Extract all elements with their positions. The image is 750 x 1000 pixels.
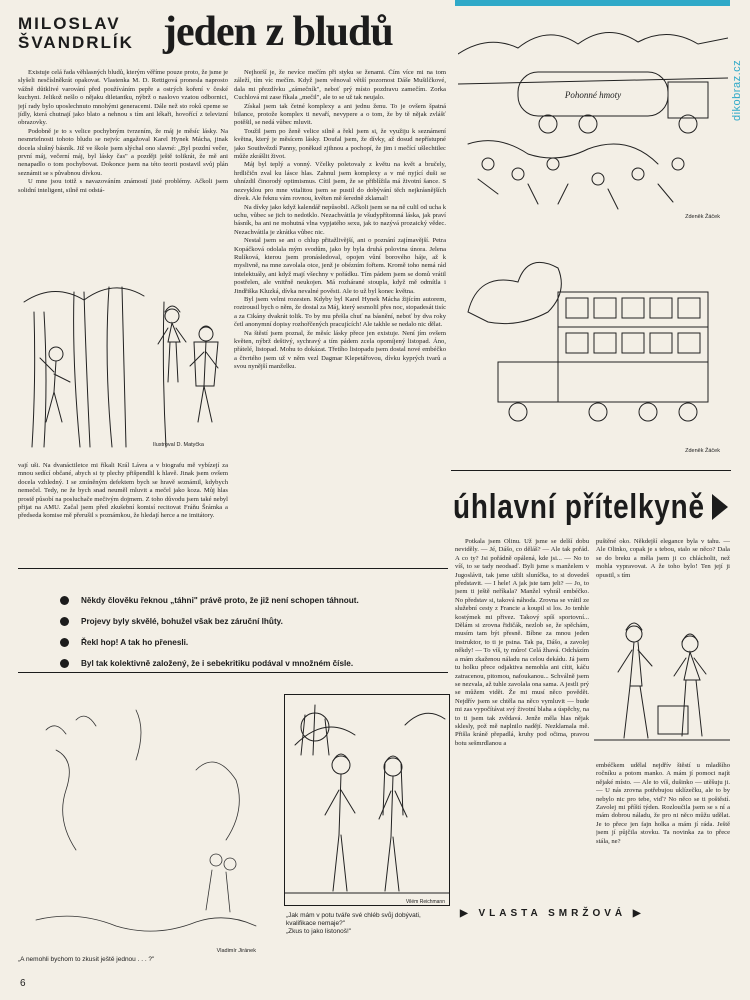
illustrator-credit: Ilustroval D. Matyčka (152, 442, 204, 448)
arrow-right-icon: ▶ (626, 908, 645, 919)
forest-couple-illustration (14, 282, 230, 450)
paragraph: vají uši. Na dvanáctiletce mi říkali Král Lávra a v biografu mě vybízejí za mnou sedící občané, abych si ty plechy přišpendlil k hlavě. Jinak jsem ovšem docela vzhledný. I se zmíněným defektem bych se hravě seznámil, kdybych nemečel. Tedy, ne že bych snad neuměl mluvit a mečel jako koza. Můj hlas prostě působí na posluchače mečivým dojmem. Z toho důvodu jsem také nebyl přijat na AMU. Začal jsem před zkušební komisí recitovat Fráňu Šrámka a předseda komise mě přerušil s poznámkou, že hledají herce a ne imitátory. (18, 462, 228, 520)
divider (18, 568, 448, 569)
article1-column1-continued (18, 462, 228, 558)
paragraph: Na štěstí jsem poznal, že měsíc lásky přece jen existuje. Není jím ovšem květen, nýbrž deštivý, sychravý a tím pádem zcela opomíjený listopad. Áno, přátelé, listopad. Mohu to dokázat. Třetího listopadu jsem dostal nové embéčko a čtvrtého jsem už v něm vezl Dagmar Klepetářovou, dívku kyprých tvarů a svou nynější manželku. (234, 329, 446, 371)
paragraph: Existuje celá řada věhlasných bludů, kterým věříme pouze proto, že jsme je slyšeli nesčíslněkrát opakovat. Vlastenka M. D. Rettigová pronesla naprosto vážně důtklivé varování před používáním pepře a ostrých koření v české kuchyni. Jelikož nešlo o nějaku diletantku, nýbrž o naslovo vzatou odbornici, její rady bylo uposlechnuto mnohými generacemi. Dále než sto roků cpeme se jídly, která chutnají jako blato a nehnou s tím ani lékaři, hovořící z televizní obrazovky. (18, 69, 228, 127)
paragraph: Získal jsem tak četné komplexy a ani jednu ženu. To je ovšem špatná bilance, protože komplex ti nevaří, nevypere a o tom, že by tě nějak zvlášť potěšil, se nedá vůbec mluvit. (234, 102, 446, 127)
watermark: dikobraz.cz (731, 59, 743, 121)
cartoon-caption (286, 912, 451, 936)
two-women-illustration (594, 616, 730, 756)
list-item: Řekl hop! A tak ho přenesli. (60, 632, 440, 653)
article1-author (18, 14, 158, 52)
paragraph: puštěné oko. Někdejší elegance byla v tahu. — Ale Olinko, copak je s tebou, stalo se něco? Dala se do breku a měla jsem ji co chlácholit, než mohla vypravovat. A že toho bylo! Ten její ji opustil, s tím (596, 538, 730, 579)
article2-headline: úhlavní přítelkyně (453, 488, 705, 526)
truck-label: Pohonné hmoty (564, 90, 622, 100)
paragraph: Na dívky jako když kalendář nepůsobil. Ačkoli jsem se na ně culil od ucha k uchu, vůbec se jich to nedotklo. Nezachvátila je všudypřítomná láska, jak praví básník, ba ani ne mohutná vlna vypjatého sexu, jak to nazývá prozaický vědec. Nezachvátila je zkrátka vůbec nic. (234, 203, 446, 236)
author-name: VLASTA SMRŽOVÁ (478, 908, 627, 919)
cartoon-caption: „A nemohli bychom to zkusit ještě jednou . . . ?" (18, 956, 155, 963)
paragraph: U mne jsou totiž s navazováním známostí jisté problémy. Ačkoli jsem solidní inteligent, silně mi odstá- (18, 178, 228, 194)
bullet-icon (60, 638, 69, 647)
aphorism-list (60, 590, 440, 674)
author-last-name: ŠVANDRLÍK (18, 33, 134, 52)
cartoonist-credit: Zdeněk Žáček (685, 214, 720, 220)
article2-column2 (596, 538, 730, 612)
bullet-icon (60, 596, 69, 605)
arrow-right-icon: ▶ (460, 908, 479, 919)
article2-signature (460, 908, 645, 919)
paragraph: Podobně je to s velice pochybným tvrzením, že máj je měsíc lásky. Na nesmrtelnosti tohoto bludu se nejvíc angažoval Karel Hynek Mácha, jinak docela slušný básník. Již ve škole jsem slýchal ono slavné: „Byl pozdní večer, první máj, večerní máj, byl lásky čas" a později ještě tolikrát, že mě ani nenapadlo o tom pochybovat. Dokonce jsem na této teorii postavil svůj plán seznámit se s půvabnou dívkou. (18, 127, 228, 177)
divider (451, 470, 731, 471)
list-item: Někdy člověku řeknou „táhni" právě proto, že již není schopen táhnout. (60, 590, 440, 611)
paragraph: Máj byl teplý a vonný. Včelky poletovaly z květu na květ a bručely, hrdličičn zval ku lásce hlas. Zahnul jsem komplexy a v mé nyjící duši se uhnízdil činorodý optimismus. Cítil jsem, že se přiblížila má životní šance. S nezvyklou pro mne vitalitou jsem se pustil do dobývání těch nejkrásnějších dívek. Ale řeknu vám rovnou, květen mě šeredně zklamal! (234, 161, 446, 203)
article1-column2 (234, 69, 446, 554)
article2-column1 (455, 538, 589, 904)
paragraph: Potkala jsem Olinu. Už jsme se delší dobu neviděly. — Jé, Dášo, co děláš? — Ale tak pořád. A co ty? Jsi pořádně opálená, kde jsi... — No to víš, to se tady neodsaď. Byli jsme s manželem v Jugoslávii, tak jsme užili sluníčka, to si dovedeš představit. — I hele! A jak jste tam jeli? — Jo, to jsem ti ještě neříkala? Manžel vyhrál embéčko. No představ si, taková náhoda. Zrovna se vrátil ze služební cesty z Francie a koupil si los. Jo tenhle kostýmek mi přivez. Takový spíš sportovní... Dělám si zrovna řidičák, nezlob se, že spěchám, musím tam být přesně. Bíbne za mnou jeden instruktor, to ti je psina. Tak pa, Dášo, a zavolej někdy! — To víš, ty můro! Celá žhavá. Odcházím a mám zkaženou náladu na celou dekádu. Já jsem tu holku přece odjaktiva nemohla ani cítit, káču zatracenou, pitomou, nafoukanou... Schválně jsem se nezvala, až tuhle zavolala ona sama. A jestli prý se můžem vidět. Že mi musí něco povědět. Nejdřív jsem se chtěla na něco vymluvit — bude mi zas vypočítávat svý životní blaha a úspěchy, na to ti jsem tak zvědavá. Jenže měla hlas nějak sklesly, pož mě naplnilo nadějí. Nezklamala mě. Přišla kráně přepadlá, kruhy pod očima, pravou botu sešmrdlanou a (455, 538, 589, 747)
article2-column2-continued (596, 762, 730, 902)
tanker-truck-cartoon (458, 14, 728, 222)
author-first-name: MILOSLAV (18, 14, 121, 33)
top-accent-bar (455, 0, 730, 6)
caption-line: „Zkus to jako listonoš!" (286, 928, 352, 935)
paragraph: embéčkem udělal nejdřív štěstí u mladšího ročníku a potom manko. A mám jí pomoci najít nějaké místo. — Ale to víš, dušinko — utěšuju ji. — U nás zrovna potřebujou uklízečku, ale to by nebylo nic pro tebe, viď? No něco se ti poštěstí. Zavolej mi příští týden. Rozloučila jsem se s ní a mám dobrou náladu, že pro ni něco můžu udělat. Je to přece jen fajn holka a mám jí ráda. Ještě jsem jí půjčila stovku. Ta novinka za to přece stála, ne? (596, 762, 730, 845)
adam-eve-cartoon (285, 695, 449, 905)
paragraph: Nestal jsem se ani o chlup přitažlivější, ani o poznání zajímavější. Petra Kopáčková odolala mým svodům, jako by byla druhá polovina února. Jelena Rulíková, kterou jsem pronásledoval, opojen vůní borového háje, až k myslivně, na mne zavolala otce, jenž je obézním fořtem. Kromě toho nemá rád intelektuály, ani když mají všechny v pořádku. Tím pádem jsem se domů vrátil postřelen, ale vnitřně neukojen. Má rozhárané stoupla, když mě odmítla i Jindřiška Kluzká, dívka nevalné pověsti. Ale to už byl konec května. (234, 237, 446, 295)
couple-sketch-cartoon (16, 690, 276, 966)
arrow-right-icon (712, 494, 728, 520)
caption-line: „Jak mám v potu tváře své chléb svůj dobývati, kvalifikace nemaje?" (286, 912, 421, 927)
adam-eve-frame (284, 694, 450, 906)
paragraph: Byl jsem velmi rozesten. Kdyby byl Karel Hynek Mácha žijícím autorem, roztrousil bych o něm, že dostal za Máj, který sesmolil přes noc, stopadesát tisíc a za Cikány dvakrát tolik. To by mu přešla chuť na básnění, neboť by dva roky četl anonymní dopisy rozhořčených pracujících! Ale takhle se nedalo nic dělat. (234, 295, 446, 329)
list-item: Projevy byly skvělé, bohužel však bez záruční lhůty. (60, 611, 440, 632)
cartoonist-credit: Vilém Reichmann (405, 899, 445, 905)
page-number: 6 (20, 978, 26, 989)
cartoonist-credit: Vladimír Jiránek (216, 948, 256, 954)
article1-column1 (18, 69, 228, 274)
bullet-icon (60, 659, 69, 668)
paragraph: Nejhorší je, že nevíce mečím při styku se ženami. Čím více mi na tom záleží, tím víc mečím. Když jsem věnoval větší pozornost Dáše Mušilčkové, dala mi přezdívku „zámečník", neboť prý místo pozdravu zamečím. Zorka Cuchlová mi zase říkala „mečil", ale to se už tak neujalo. (234, 69, 446, 102)
car-transporter-cartoon (458, 232, 728, 460)
article1-headline: jeden z bludů (163, 9, 393, 55)
list-item: Byl tak kolektivně založený, že i sebekritiku podával v množném čísle. (60, 653, 440, 674)
bullet-icon (60, 617, 69, 626)
paragraph: Toužil jsem po ženě velice silně a řekl jsem si, že využiju k seznámení května, který je měsícem lásky. Doufal jsem, že dívky, až dosud nepřístupné jako Southvězdí Panny, poněkud zjihnou a pochopí, že jim i mečící ušlechtilec může zkrášlit život. (234, 127, 446, 161)
cartoonist-credit: Zdeněk Žáček (685, 448, 720, 454)
